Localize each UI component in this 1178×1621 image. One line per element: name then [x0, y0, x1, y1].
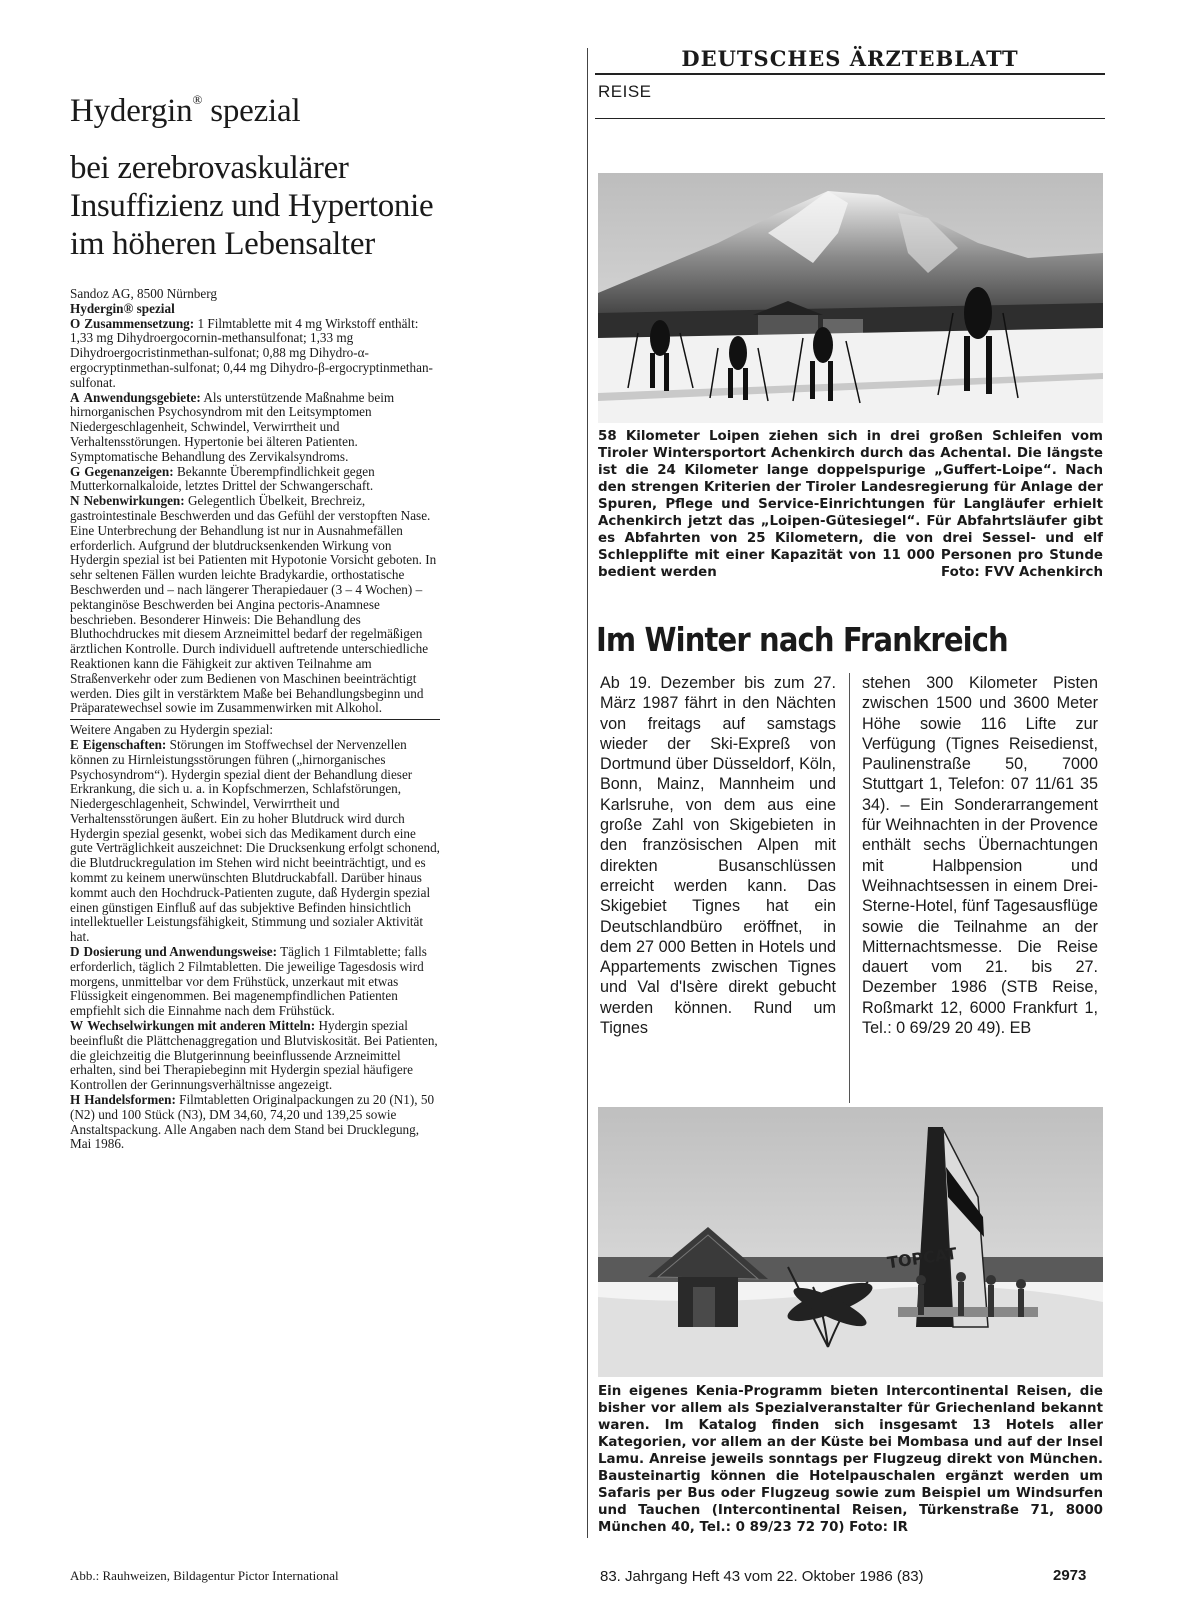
ski-caption: [598, 428, 1103, 581]
beach-caption: Ein eigenes Kenia-Programm bieten Intercontinental Reisen, die bisher vor allem als Spezialveranstalter für Griechenland bekannt waren. Im Katalog finden sich insgesamt 13 Hotels aller Kategorien, vor allem an der Küste bei Mombasa und auf der Insel Lamu. Anreise jeweils sonntags per Flugzeug direkt von München. Bausteinartig können die Hotelpauschalen ergänzt werden um Safaris per Bus oder Flugzeug sowie zum Beispiel um Windsurfen und Tauchen (Intercontinental Reisen, Türkenstraße 71, 8000 München 40, Tel.: 0 89/23 72 70) Foto: IR: [598, 1384, 1103, 1535]
section-label: Anwendungsgebiete:: [83, 389, 201, 405]
article-column-2: stehen 300 Kilometer Pisten zwischen 1500 und 3600 Meter Höhe sowie 116 Lifte zur Verfügung (Tignes Reisedienst, Paulinenstraße 50, 7000 Stuttgart 1, Telefon: 07 11/61 35 34). – Ein Sonderarrangement für Weihnachten in der Provence enthält sechs Übernachtungen mit Halbpension und Weihnachtsessen in einem Drei-Sterne-Hotel, fünf Tagesausflüge sowie die Teilnahme an der Mitternachtsmesse. Die Reise dauert vom 21. bis 27. Dezember 1986 (STB Reise, Roßmarkt 12, 6000 Frankfurt 1, Tel.: 0 69/29 20 49). EB: [862, 674, 1098, 1038]
section-gegenanzeigen: [70, 465, 440, 495]
section-text: Störungen im Stoffwechsel der Nervenzellen können zu Hirnleistungsstörungen führen („hirnorganisches Psychosyndrom“). Hydergin spezial dient der Behandlung dieser Erkrankung, die sich u. a. in Kopfschmerzen, Schlafstörungen, Niedergeschlagenheit, Schwindel, Verwirrtheit und Verhaltensstörungen äußert. Ein zu hoher Blutdruck wird durch Hydergin spezial gesenkt, wobei sich das Medikament durch eine gute Verträglichkeit auszeichnet: Die Drucksenkung erfolgt schonend, die Blutdruckregulation im Stehen wird nicht beeinträchtigt, und es kommt zu keinem unerwünschten Blutdruckabfall. Darüber hinaus kommt auch den Hochdruck-Patienten zugute, daß Hydergin spezial einen günstigen Einfluß auf das subjektive Befinden hinsichtlich intellektueller Leistungsfähigkeit, Stimmung und sozialer Aktivität hat.: [70, 736, 440, 945]
section-label: Dosierung und Anwendungsweise:: [83, 944, 277, 960]
section-eigenschaften: [70, 738, 440, 945]
ski-caption-text: 58 Kilometer Loipen ziehen sich in drei großen Schleifen vom Tiroler Wintersportort Achenkirch durch das Achental. Die längste ist die 24 Kilometer lange doppelspurige „Guffert-Loipe“. Nach den strengen Kriterien der Tiroler Landesregierung für Anlage der Spuren, Pflege und Service-Einrichtungen für Langläufer erhielt Achenkirch jetzt das „Loipen-Gütesiegel“. Für Abfahrtsläufer gibt es Abfahrten von 25 Kilometern, die von drei Sessel- und elf Schlepplifte mit einer Kapazität von 11 000 Personen pro Stunde bedient werden: [598, 429, 1103, 580]
masthead: DEUTSCHES ÄRZTEBLATT: [681, 46, 1019, 71]
ad-title-name: Hydergin: [70, 93, 193, 129]
section-mark: W: [70, 1018, 84, 1034]
section-label: Eigenschaften:: [82, 736, 167, 752]
section-text: Bekannte Überempfindlichkeit gegen Mutterkornalkaloide, letztes Drittel der Schwangerschaft.: [70, 463, 375, 494]
section-text: Täglich 1 Filmtablette; falls erforderlich, täglich 2 Filmtabletten. Die jeweilige Tagesdosis wird morgens, unmittelbar vor dem Frühstück, unzerkaut mit etwas Flüssigkeit eingenommen. Bei magenempfindlichen Patienten empfiehlt sich die Einnahme nach dem Frühstück.: [70, 944, 427, 1019]
section-text: 1 Filmtablette mit 4 mg Wirkstoff enthält: 1,33 mg Dihydroergocornin-methansulfonat; 1,33 mg Dihydroergocristinmethan-sulfonat; 0,88 mg Dihydro-α-ergocryptinmethan-sulfonat; 0,44 mg Dihydro-β-ergocryptinmethan-sulfonat.: [70, 315, 433, 390]
ad-title: [70, 82, 440, 129]
column-divider: [587, 48, 588, 1538]
image-credit: Abb.: Rauhweizen, Bildagentur Pictor International: [70, 1568, 339, 1583]
section-wechselwirkungen: [70, 1019, 440, 1093]
ski-caption-credit: Foto: FVV Achenkirch: [941, 565, 1103, 580]
section-mark: H: [70, 1092, 81, 1108]
article-column-1: Ab 19. Dezember bis zum 27. März 1987 fährt in den Nächten von freitags auf samstags wieder der Ski-Expreß von Dortmund über Düsseldorf, Köln, Bonn, Mainz, Mannheim und Karlsruhe, von dem aus eine große Zahl von Skigebieten in den französischen Alpen mit direkten Busanschlüssen erreicht werden kann. Das Skigebiet Tignes hat ein Deutschlandbüro eröffnet, in dem 27 000 Betten in Hotels und Appartements zwischen Tignes und Val d'Isère direkt gebucht werden können. Rund um Tignes: [600, 674, 836, 1038]
section-rule: [595, 118, 1105, 119]
section-label: Gegenanzeigen:: [84, 463, 174, 479]
beach-photo: [598, 1107, 1103, 1377]
section-mark: O: [70, 315, 81, 331]
section-text: Als unterstützende Maßnahme beim hirnorganischen Psychosyndrom mit den Leitsymptomen Niedergeschlagenheit, Schwindel, Verwirrtheit und Verhaltensstörungen. Hypertonie bei älteren Patienten. Symptomatische Behandlung des Zervikalsyndroms.: [70, 389, 395, 464]
section-dosierung: [70, 945, 440, 1019]
ad-subtitle: bei zerebrovaskulärer Insuffizienz und Hypertonie im höheren Lebensalter: [70, 150, 434, 262]
article-column-divider: [849, 673, 850, 1103]
prescribing-information: [70, 287, 440, 1152]
section-mark: N: [70, 493, 80, 509]
section-anwendungsgebiete: [70, 391, 440, 465]
section-text: Hydergin spezial beeinflußt die Plättchenaggregation und Blutviskosität. Bei Patienten, die gleichzeitig die Blutgerinnung beeinflussende Arzneimittel erhalten, sind bei Therapiebeginn mit Hydergin spezial häufigere Kontrollen der Gerinnungsverhältnisse angezeigt.: [70, 1018, 438, 1093]
section-label: Nebenwirkungen:: [83, 493, 185, 509]
issue-footer: 83. Jahrgang Heft 43 vom 22. Oktober 1986 (83): [600, 1568, 924, 1585]
further-info: Weitere Angaben zu Hydergin spezial:: [70, 722, 274, 738]
company: Sandoz AG, 8500 Nürnberg: [70, 286, 217, 301]
page-number: 2973: [1053, 1567, 1087, 1584]
section-mark: E: [70, 736, 79, 752]
section-text: Filmtabletten Originalpackungen zu 20 (N1), 50 (N2) und 100 Stück (N3), DM 34,60, 74,20 und 139,25 sowie Anstaltspackung. Alle Angaben nach dem Stand bei Drucklegung, Mai 1986.: [70, 1092, 435, 1152]
section-mark: A: [70, 389, 80, 405]
ski-photo: [598, 173, 1103, 423]
section-label: Wechselwirkungen mit anderen Mitteln:: [87, 1018, 316, 1034]
masthead-rule: [595, 73, 1105, 75]
section-mark: D: [70, 944, 80, 960]
section-label: Zusammensetzung:: [84, 315, 195, 331]
section-label: REISE: [598, 82, 652, 101]
ski-photo-image: [598, 173, 1103, 423]
beach-photo-image: [598, 1107, 1103, 1377]
section-text: Gelegentlich Übelkeit, Brechreiz, gastrointestinale Beschwerden und das Gefühl der verstopften Nase. Eine Unterbrechung der Behandlung ist nur in Ausnahmefällen erforderlich. Aufgrund der blutdrucksenkenden Wirkung von Hydergin spezial ist bei Patienten mit Hypotonie Vorsicht geboten. In sehr seltenen Fällen wurden leichte Bradykardie, orthostatische Beschwerden und – nach längerer Therapiedauer (3 – 4 Wochen) – pektanginöse Beschwerden bei Angina pectoris-Anamnese beschrieben. Besonderer Hinweis: Die Behandlung des Bluthochdruckes mit diesem Arzneimittel bedarf der regelmäßigen ärztlichen Kontrolle. Durch individuell auftretende unterschiedliche Reaktionen kann die Fähigkeit zur aktiven Teilnahme am Straßenverkehr oder zum Bedienen von Maschinen beeinträchtigt werden. Dies gilt in verstärktem Maße bei Behandlungsbeginn und Präparatewechsel sowie im Zusammenwirken mit Alkohol.: [70, 493, 437, 716]
advertisement: [70, 82, 440, 1152]
section-mark: G: [70, 463, 81, 479]
section-label: Handelsformen:: [84, 1092, 176, 1108]
section-handelsformen: [70, 1093, 440, 1152]
section-zusammensetzung: [70, 317, 440, 391]
section-nebenwirkungen: [70, 494, 440, 716]
sail-text: TOPCAT: [886, 1243, 959, 1273]
product-name: Hydergin® spezial: [70, 300, 175, 316]
article-headline: Im Winter nach Frankreich: [596, 620, 1008, 659]
divider: [70, 719, 440, 720]
registered-mark: ®: [192, 92, 203, 107]
ad-title-rest: spezial: [202, 93, 301, 129]
